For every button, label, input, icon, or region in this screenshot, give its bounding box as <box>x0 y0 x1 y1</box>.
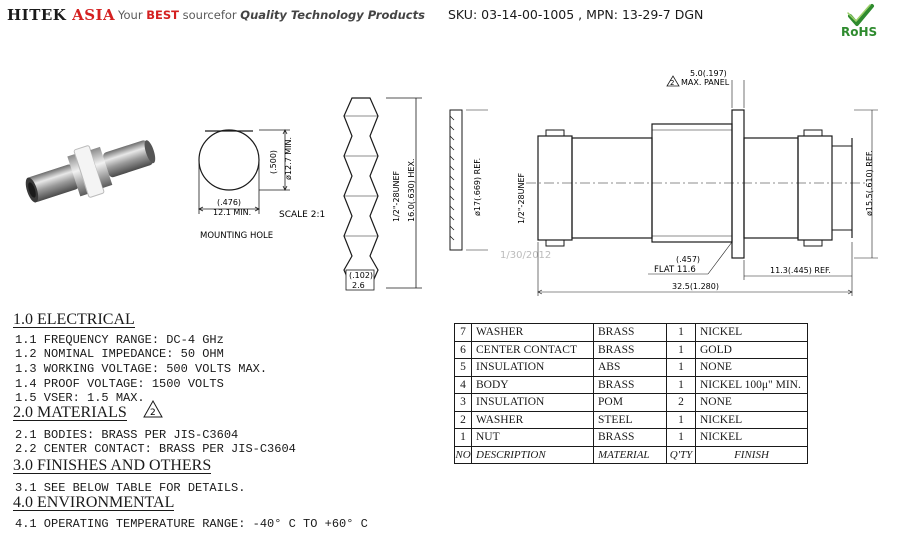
brand-logo <box>7 6 115 24</box>
row-quantity: 1 <box>667 411 696 429</box>
panel-dim-label: 5.0(.197) <box>690 69 727 78</box>
header-row-description: DESCRIPTION <box>472 446 594 464</box>
table-row <box>455 411 808 429</box>
connector-photo <box>20 118 160 218</box>
section-environmental-title: 4.0 ENVIRONMENTAL <box>13 494 175 511</box>
table-row <box>455 394 808 412</box>
spec-operating-temp: 4.1 OPERATING TEMPERATURE RANGE: -40° C TO +60° C <box>15 517 368 531</box>
row-number: 6 <box>455 341 472 359</box>
row-material: POM <box>594 394 667 412</box>
row-material: BRASS <box>594 324 667 342</box>
total-length-label: 32.5(1.280) <box>672 282 719 291</box>
row-number: 3 <box>455 394 472 412</box>
tagline-pre: Your <box>118 8 143 22</box>
row-material: STEEL <box>594 411 667 429</box>
hole-circle <box>199 130 259 190</box>
hole-dim-height-mm: ø12.7 MIN. <box>284 136 293 180</box>
row-material: BRASS <box>594 429 667 447</box>
section-finishes-title: 3.0 FINISHES AND OTHERS <box>13 457 212 474</box>
mounting-hole-label: MOUNTING HOLE <box>200 231 274 241</box>
flat-dim-mm: FLAT 11.6 <box>654 265 696 275</box>
mounting-hole-view <box>195 122 330 244</box>
row-quantity: 1 <box>667 429 696 447</box>
row-description: WASHER <box>472 411 594 429</box>
tagline-best: BEST <box>146 8 179 22</box>
spec-frequency: 1.1 FREQUENCY RANGE: DC-4 GHz <box>15 333 224 347</box>
row-number: 5 <box>455 359 472 377</box>
tagline-quality: Quality Technology Products <box>240 8 425 22</box>
diameter-ref-label: ø15.5(.610) REF. <box>865 150 874 216</box>
row-finish: NICKEL 100μ" MIN. <box>696 376 808 394</box>
row-finish: NONE <box>696 394 808 412</box>
nut-thick-mm: 2.6 <box>352 281 365 290</box>
table-row <box>455 359 808 377</box>
table-row <box>455 376 808 394</box>
row-description: NUT <box>472 429 594 447</box>
row-description: INSULATION <box>472 394 594 412</box>
scale-note: SCALE 2:1 <box>279 210 326 220</box>
row-quantity: 2 <box>667 394 696 412</box>
row-description: INSULATION <box>472 359 594 377</box>
row-description: WASHER <box>472 324 594 342</box>
row-finish: NONE <box>696 359 808 377</box>
row-number: 2 <box>455 411 472 429</box>
row-material: ABS <box>594 359 667 377</box>
washer-view <box>440 108 498 258</box>
date-watermark: 1/30/2012 <box>500 250 552 261</box>
spec-impedance: 1.2 NOMINAL IMPEDANCE: 50 OHM <box>15 347 224 361</box>
sku-mpn-text: SKU: 03-14-00-1005 , MPN: 13-29-7 DGN <box>448 7 704 22</box>
rohs-badge <box>836 2 886 42</box>
panel-note-label: MAX. PANEL <box>681 78 730 87</box>
row-finish: GOLD <box>696 341 808 359</box>
header-row-quantity: Q'TY <box>667 446 696 464</box>
header-row-number: NO <box>455 446 472 464</box>
section-electrical-title: 1.0 ELECTRICAL <box>13 311 135 328</box>
row-description: BODY <box>472 376 594 394</box>
header-row-finish: FINISH <box>696 446 808 464</box>
hole-dim-height-in: (.500) <box>269 149 278 174</box>
bill-of-materials-table <box>454 323 808 464</box>
row-quantity: 1 <box>667 359 696 377</box>
connector-side-view <box>512 66 884 300</box>
washer-ref-label: ø17(.669) REF. <box>473 157 482 216</box>
tagline-mid: sourcefor <box>182 8 237 22</box>
rohs-label: RoHS <box>841 25 878 39</box>
row-finish: NICKEL <box>696 324 808 342</box>
hole-dim-width-mm: 12.1 MIN. <box>213 208 252 217</box>
nut-thread-label: 1/2"-28UNEF <box>392 170 401 222</box>
spec-working-voltage: 1.3 WORKING VOLTAGE: 500 VOLTS MAX. <box>15 362 268 376</box>
row-quantity: 1 <box>667 376 696 394</box>
table-row <box>455 324 808 342</box>
row-quantity: 1 <box>667 324 696 342</box>
ref-length-label: 11.3(.445) REF. <box>770 266 831 275</box>
spec-bodies: 2.1 BODIES: BRASS PER JIS-C3604 <box>15 428 239 442</box>
row-number: 1 <box>455 429 472 447</box>
table-header-row <box>455 446 808 464</box>
nut-thick-in: (.102) <box>349 271 374 280</box>
nut-hex-label: 16.0(.630) HEX. <box>407 158 416 222</box>
table-row <box>455 341 808 359</box>
row-material: BRASS <box>594 341 667 359</box>
table-row <box>455 429 808 447</box>
hole-dim-width-in: (.476) <box>217 198 242 207</box>
row-description: CENTER CONTACT <box>472 341 594 359</box>
side-thread-label: 1/2"-28UNEF <box>517 172 526 224</box>
panel-note-number: 2 <box>670 79 675 87</box>
tagline <box>118 8 425 22</box>
row-number: 4 <box>455 376 472 394</box>
brand-name-part1: HITEK <box>7 6 67 24</box>
row-quantity: 1 <box>667 341 696 359</box>
checkmark-icon <box>848 5 872 24</box>
row-finish: NICKEL <box>696 411 808 429</box>
spec-vswr: 1.5 VSER: 1.5 MAX. <box>15 391 145 405</box>
row-material: BRASS <box>594 376 667 394</box>
spec-center-contact: 2.2 CENTER CONTACT: BRASS PER JIS-C3604 <box>15 442 296 456</box>
hex-nut-view <box>342 92 432 292</box>
revision-triangle-icon <box>142 398 166 420</box>
row-number: 7 <box>455 324 472 342</box>
brand-name-part2: ASIA <box>72 6 116 24</box>
section-materials-title: 2.0 MATERIALS <box>13 404 127 421</box>
spec-see-table: 3.1 SEE BELOW TABLE FOR DETAILS. <box>15 481 246 495</box>
row-finish: NICKEL <box>696 429 808 447</box>
spec-proof-voltage: 1.4 PROOF VOLTAGE: 1500 VOLTS <box>15 377 224 391</box>
materials-note-number: 2 <box>150 408 156 418</box>
flat-dim-in: (.457) <box>676 255 701 264</box>
header-row-material: MATERIAL <box>594 446 667 464</box>
